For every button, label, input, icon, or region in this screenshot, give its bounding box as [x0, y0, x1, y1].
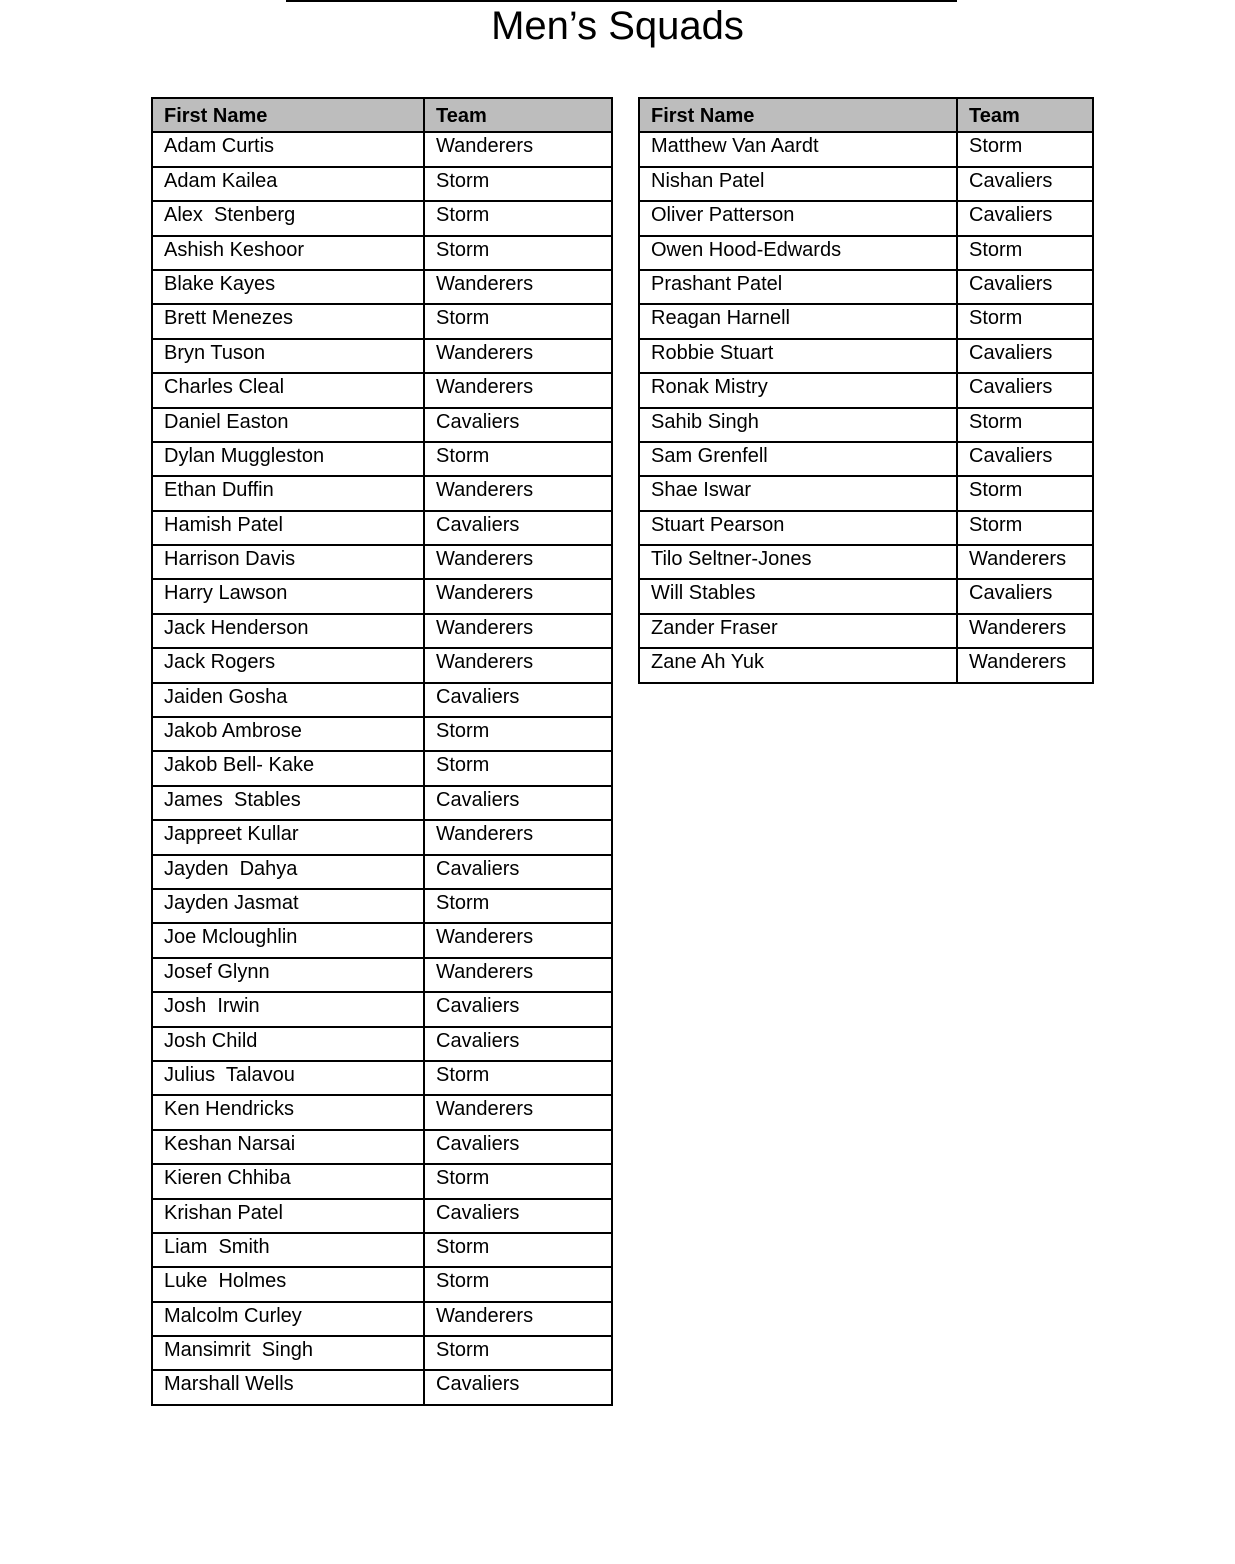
column-header-team: Team [424, 98, 612, 132]
team-cell: Wanderers [424, 545, 612, 579]
table-row [152, 820, 612, 854]
team-cell: Storm [424, 201, 612, 235]
table-row [152, 339, 612, 373]
player-name-cell: Mansimrit Singh [152, 1336, 424, 1370]
team-cell: Cavaliers [957, 167, 1093, 201]
team-cell: Storm [424, 751, 612, 785]
player-name-cell: Ken Hendricks [152, 1095, 424, 1129]
table-row [152, 958, 612, 992]
table-row [152, 408, 612, 442]
team-cell: Storm [957, 236, 1093, 270]
player-name-cell: Josef Glynn [152, 958, 424, 992]
table-row [152, 1130, 612, 1164]
team-cell: Storm [957, 132, 1093, 166]
team-cell: Storm [424, 167, 612, 201]
player-name-cell: Julius Talavou [152, 1061, 424, 1095]
player-name-cell: Hamish Patel [152, 511, 424, 545]
player-name-cell: Ethan Duffin [152, 476, 424, 510]
table-row [152, 545, 612, 579]
player-name-cell: Dylan Muggleston [152, 442, 424, 476]
player-name-cell: Owen Hood-Edwards [639, 236, 957, 270]
team-cell: Cavaliers [424, 1199, 612, 1233]
column-header-team: Team [957, 98, 1093, 132]
player-name-cell: Marshall Wells [152, 1370, 424, 1404]
team-cell: Cavaliers [424, 786, 612, 820]
team-cell: Cavaliers [424, 511, 612, 545]
team-cell: Storm [424, 442, 612, 476]
player-name-cell: Alex Stenberg [152, 201, 424, 235]
table-row [152, 786, 612, 820]
team-cell: Wanderers [424, 648, 612, 682]
team-cell: Cavaliers [957, 201, 1093, 235]
player-name-cell: Liam Smith [152, 1233, 424, 1267]
player-name-cell: Harry Lawson [152, 579, 424, 613]
team-cell: Wanderers [424, 373, 612, 407]
player-name-cell: Sam Grenfell [639, 442, 957, 476]
player-name-cell: Harrison Davis [152, 545, 424, 579]
team-cell: Wanderers [424, 339, 612, 373]
player-name-cell: Jayden Jasmat [152, 889, 424, 923]
team-cell: Storm [957, 304, 1093, 338]
player-name-cell: Prashant Patel [639, 270, 957, 304]
team-cell: Storm [424, 1164, 612, 1198]
player-name-cell: Joe Mcloughlin [152, 923, 424, 957]
team-cell: Storm [424, 717, 612, 751]
header-row [639, 98, 1093, 132]
table-row [152, 683, 612, 717]
player-name-cell: Nishan Patel [639, 167, 957, 201]
player-name-cell: Adam Kailea [152, 167, 424, 201]
table-row [152, 1336, 612, 1370]
player-name-cell: Robbie Stuart [639, 339, 957, 373]
table-row [639, 408, 1093, 442]
table-row [639, 201, 1093, 235]
player-name-cell: Jaiden Gosha [152, 683, 424, 717]
player-name-cell: Keshan Narsai [152, 1130, 424, 1164]
table-row [152, 132, 612, 166]
team-cell: Cavaliers [424, 408, 612, 442]
top-rule [286, 0, 957, 2]
team-cell: Cavaliers [957, 270, 1093, 304]
team-cell: Wanderers [424, 476, 612, 510]
table-row [639, 476, 1093, 510]
player-name-cell: Oliver Patterson [639, 201, 957, 235]
player-name-cell: Charles Cleal [152, 373, 424, 407]
player-name-cell: Zane Ah Yuk [639, 648, 957, 682]
table-row [639, 648, 1093, 682]
table-row [639, 614, 1093, 648]
player-name-cell: Josh Child [152, 1027, 424, 1061]
team-cell: Cavaliers [957, 442, 1093, 476]
table-row [152, 1095, 612, 1129]
team-cell: Storm [424, 1061, 612, 1095]
table-row [152, 236, 612, 270]
table-row [152, 855, 612, 889]
player-name-cell: Sahib Singh [639, 408, 957, 442]
player-name-cell: Josh Irwin [152, 992, 424, 1026]
team-cell: Wanderers [424, 1095, 612, 1129]
team-cell: Storm [424, 1233, 612, 1267]
player-name-cell: Jayden Dahya [152, 855, 424, 889]
table-row [152, 1027, 612, 1061]
team-cell: Cavaliers [424, 992, 612, 1026]
player-name-cell: Daniel Easton [152, 408, 424, 442]
team-cell: Storm [424, 1336, 612, 1370]
player-name-cell: Blake Kayes [152, 270, 424, 304]
table-row [152, 1164, 612, 1198]
player-name-cell: Reagan Harnell [639, 304, 957, 338]
table-row [639, 236, 1093, 270]
table-row [639, 442, 1093, 476]
player-name-cell: Luke Holmes [152, 1267, 424, 1301]
player-name-cell: Jappreet Kullar [152, 820, 424, 854]
table-row [152, 511, 612, 545]
player-name-cell: Brett Menezes [152, 304, 424, 338]
table-row [152, 751, 612, 785]
table-row [639, 167, 1093, 201]
table-row [639, 511, 1093, 545]
table-row [152, 614, 612, 648]
table-row [639, 270, 1093, 304]
player-name-cell: Jakob Ambrose [152, 717, 424, 751]
table-row [152, 442, 612, 476]
squad-table-right [638, 97, 1094, 684]
player-name-cell: Kieren Chhiba [152, 1164, 424, 1198]
player-name-cell: Adam Curtis [152, 132, 424, 166]
table-row [152, 1302, 612, 1336]
table-row [152, 1233, 612, 1267]
player-name-cell: Malcolm Curley [152, 1302, 424, 1336]
player-name-cell: Jakob Bell- Kake [152, 751, 424, 785]
player-name-cell: Will Stables [639, 579, 957, 613]
squad-table-left [151, 97, 613, 1406]
table-row [639, 579, 1093, 613]
team-cell: Storm [957, 511, 1093, 545]
column-header-first-name: First Name [639, 98, 957, 132]
team-cell: Cavaliers [424, 1027, 612, 1061]
team-cell: Cavaliers [424, 683, 612, 717]
team-cell: Wanderers [424, 614, 612, 648]
header-row [152, 98, 612, 132]
table-row [639, 132, 1093, 166]
table-row [152, 992, 612, 1026]
team-cell: Storm [424, 1267, 612, 1301]
team-cell: Storm [957, 476, 1093, 510]
player-name-cell: Bryn Tuson [152, 339, 424, 373]
table-row [639, 304, 1093, 338]
table-row [152, 201, 612, 235]
player-name-cell: Ronak Mistry [639, 373, 957, 407]
table-row [152, 304, 612, 338]
table-row [152, 717, 612, 751]
table-row [152, 1199, 612, 1233]
team-cell: Wanderers [424, 579, 612, 613]
table-row [152, 579, 612, 613]
team-cell: Cavaliers [424, 855, 612, 889]
table-row [152, 373, 612, 407]
team-cell: Wanderers [957, 614, 1093, 648]
table-row [152, 648, 612, 682]
table-row [152, 923, 612, 957]
team-cell: Wanderers [424, 958, 612, 992]
team-cell: Cavaliers [424, 1130, 612, 1164]
team-cell: Wanderers [424, 1302, 612, 1336]
player-name-cell: Matthew Van Aardt [639, 132, 957, 166]
table-row [639, 339, 1093, 373]
team-cell: Storm [424, 304, 612, 338]
table-row [639, 545, 1093, 579]
player-name-cell: James Stables [152, 786, 424, 820]
squad-table-left-body [152, 132, 612, 1404]
table-row [152, 167, 612, 201]
team-cell: Wanderers [957, 545, 1093, 579]
team-cell: Storm [957, 408, 1093, 442]
column-header-first-name: First Name [152, 98, 424, 132]
team-cell: Wanderers [424, 923, 612, 957]
player-name-cell: Stuart Pearson [639, 511, 957, 545]
player-name-cell: Krishan Patel [152, 1199, 424, 1233]
table-row [152, 476, 612, 510]
team-cell: Cavaliers [957, 579, 1093, 613]
table-row [152, 1061, 612, 1095]
table-row [152, 1267, 612, 1301]
team-cell: Wanderers [957, 648, 1093, 682]
table-row [152, 270, 612, 304]
team-cell: Cavaliers [957, 339, 1093, 373]
table-row [152, 889, 612, 923]
team-cell: Cavaliers [957, 373, 1093, 407]
player-name-cell: Tilo Seltner-Jones [639, 545, 957, 579]
table-row [639, 373, 1093, 407]
team-cell: Wanderers [424, 132, 612, 166]
player-name-cell: Zander Fraser [639, 614, 957, 648]
table-row [152, 1370, 612, 1404]
player-name-cell: Jack Rogers [152, 648, 424, 682]
player-name-cell: Shae Iswar [639, 476, 957, 510]
page-title: Men’s Squads [491, 4, 744, 48]
team-cell: Cavaliers [424, 1370, 612, 1404]
team-cell: Storm [424, 236, 612, 270]
squad-table-right-body [639, 132, 1093, 682]
team-cell: Wanderers [424, 820, 612, 854]
team-cell: Wanderers [424, 270, 612, 304]
team-cell: Storm [424, 889, 612, 923]
player-name-cell: Ashish Keshoor [152, 236, 424, 270]
player-name-cell: Jack Henderson [152, 614, 424, 648]
